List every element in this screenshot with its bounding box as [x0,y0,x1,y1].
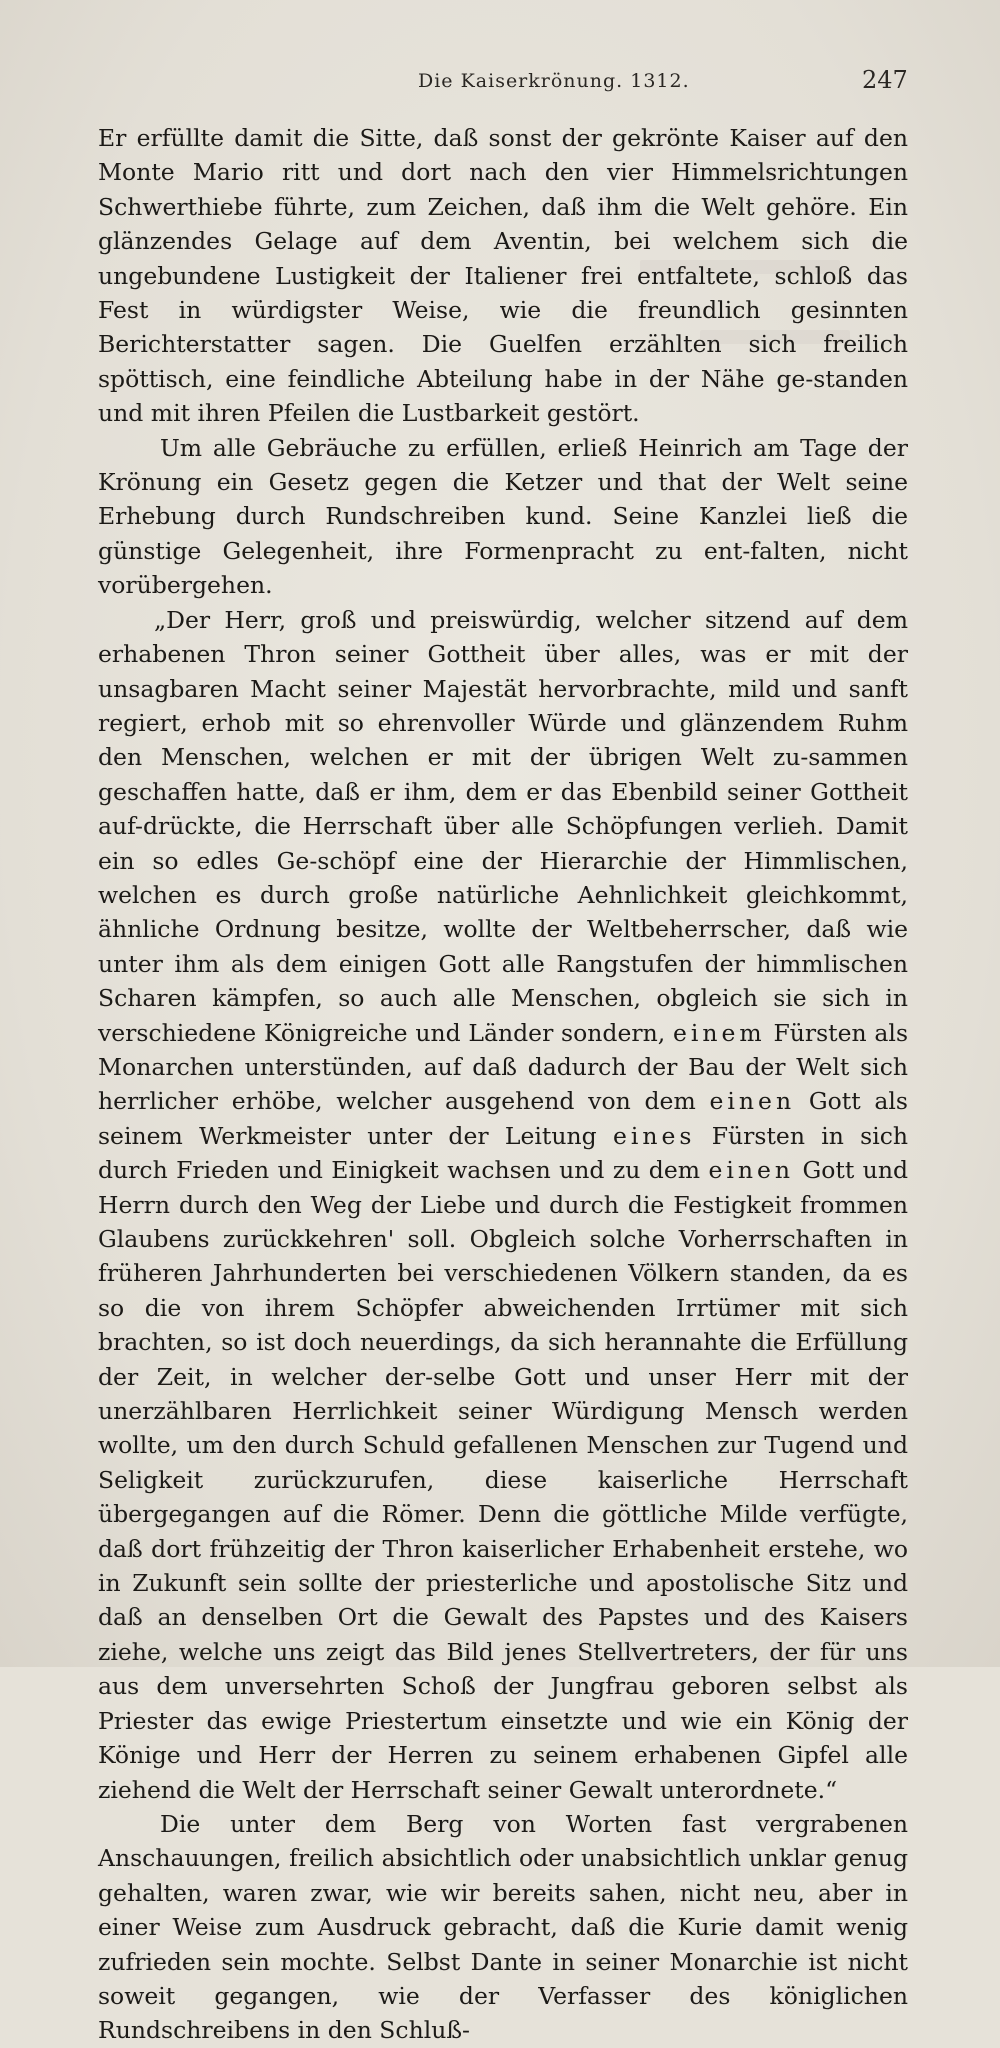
quote-text: Fürsten in sich durch Frieden und Einigkeit wachsen und zu dem [98,1121,909,1185]
body-text [98,121,908,2048]
quotation-paragraph [98,603,908,1807]
emphasis-word: einen [708,1156,795,1185]
quote-text: Fürsten als Monarchen unterstünden, auf daß dadurch der Bau der Welt sich herrlicher erhöbe, welcher ausgehend von dem [98,1018,909,1116]
running-header [0,64,1000,104]
emphasis-word: einem [672,1018,766,1047]
paragraph-1: Er erfüllte damit die Sitte, daß sonst der gekrönte Kaiser auf den Monte Mario ritt und dort nach den vier Himmelsrichtungen Schwerthiebe führte, zum Zeichen, daß ihm die Welt gehöre. Ein glänzendes Gelage auf dem Aventin, bei welchem sich die ungebundene Lustigkeit der Italiener frei entfaltete, schloß das Fest in würdigster Weise, wie die freundlich gesinnten Berichterstatter sagen. Die Guelfen erzählten sich freilich spöttisch, eine feindliche Abteilung habe in der Nähe ge-standen und mit ihren Pfeilen die Lustbarkeit gestört. [98,124,908,428]
quote-text: „Der Herr, groß und preiswürdig, welcher sitzend auf dem erhabenen Thron seiner Gottheit über alles, was er mit der unsagbaren Macht seiner Majestät hervorbrachte, mild und sanft regiert, erhob mit so ehrenvoller Würde und glänzendem Ruhm den Menschen, welchen er mit der übrigen Welt zu-sammen geschaffen hatte, daß er ihm, dem er das Ebenbild seiner Gottheit auf-drückte, die Herrschaft über alle Schöpfungen verlieh. Damit ein so edles Ge-schöpf eine der Hierarchie der Himmlischen, welchen es durch große natürliche Aehnlichkeit gleichkommt, ähnliche Ordnung besitze, wollte der Weltbeherrscher, daß wie unter ihm als dem einigen Gott alle Rangstufen der himmlischen Scharen kämpfen, so auch alle Menschen, obgleich sie sich in verschiedene Königreiche und Länder sondern, [98,605,908,1047]
quote-text: Gott als seinem Werkmeister unter der Leitung [98,1087,908,1150]
page-number: 247 [862,66,908,94]
running-title: Die Kaiserkrönung. 1312. [418,70,690,92]
emphasis-word: eines [612,1121,696,1150]
emphasis-word: einen [709,1087,796,1116]
paragraph-2: Um alle Gebräuche zu erfüllen, erließ Heinrich am Tage der Krönung ein Gesetz gegen die Ketzer und that der Welt seine Erhebung durch Rundschreiben kund. Seine Kanzlei ließ die günstige Gelegenheit, ihre Formenpracht zu ent-falten, nicht vorübergehen. [98,433,908,600]
paragraph-4: Die unter dem Berg von Worten fast vergrabenen Anschauungen, freilich absichtlich oder unabsichtlich unklar genug gehalten, waren zwar, wie wir bereits sahen, nicht neu, aber in einer Weise zum Ausdruck gebracht, daß die Kurie damit wenig zufrieden sein mochte. Selbst Dante in seiner Monarchie ist nicht soweit gegangen, wie der Verfasser des königlichen Rundschreibens in den Schluß- [98,1809,908,2045]
quote-text: Gott und Herrn durch den Weg der Liebe und durch die Festigkeit frommen Glaubens zurückkehren' soll. Obgleich solche Vorherrschaften in früheren Jahrhunderten bei verschiedenen Völkern standen, da es so die von ihrem Schöpfer abweichenden Irrtümer mit sich brachten, so ist doch neuerdings, da sich herannahte die Erfüllung der Zeit, in welcher der-selbe Gott und unser Herr mit der unerzählbaren Herrlichkeit seiner Würdigung Mensch werden wollte, um den durch Schuld gefallenen Menschen zur Tugend und Seligkeit zurückzurufen, diese kaiserliche Herrschaft übergegangen auf die Römer. Denn die göttliche Milde verfügte, daß dort frühzeitig der Thron kaiserlicher Erhabenheit erstehe, wo in Zukunft sein sollte der priesterliche und apostolische Sitz und daß an denselben Ort die Gewalt des Papstes und des Kaisers ziehe, welche uns zeigt das Bild jenes Stellvertreters, der für uns aus dem unversehrten Schoß der Jungfrau geboren selbst als Priester das ewige Priestertum einsetzte und wie ein König der Könige und Herr der Herren zu seinem erhabenen Gipfel alle ziehend die Welt der Herrschaft seiner Gewalt unterordnete.“ [98,1156,908,1804]
